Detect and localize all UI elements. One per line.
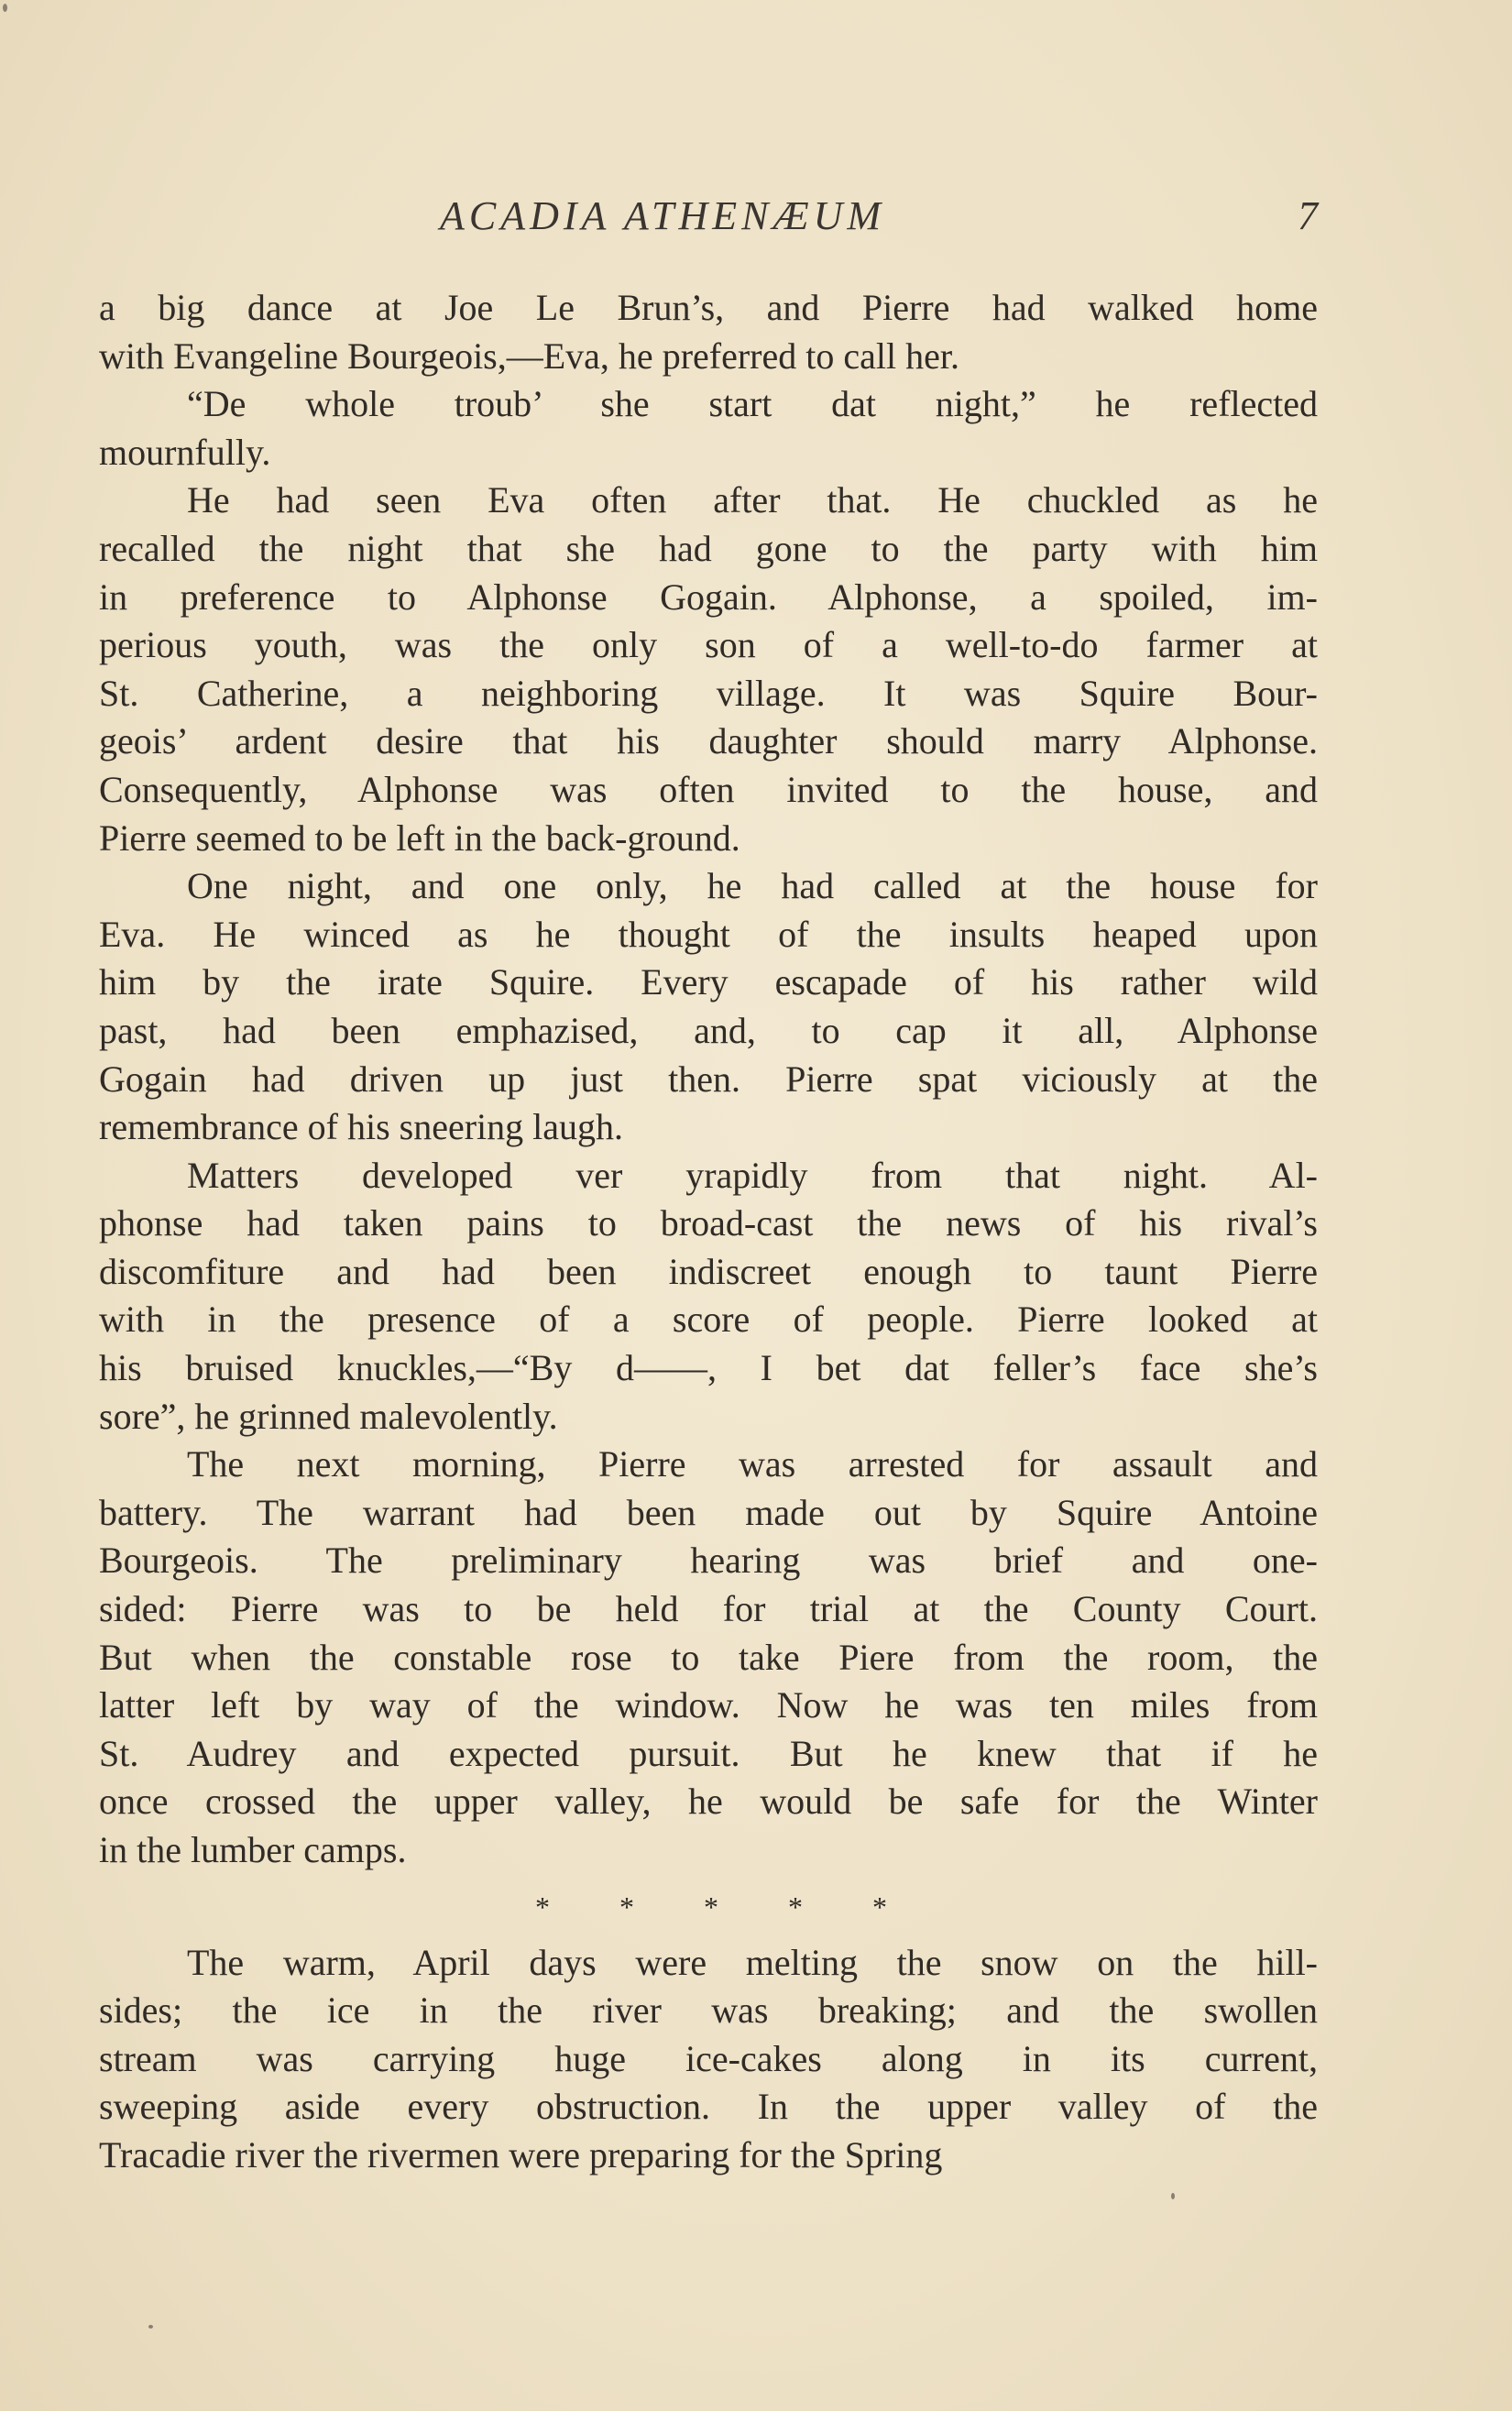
text-line: Tracadie river the rivermen were preparing for the Spring — [99, 2133, 943, 2175]
text-line: mournfully. — [99, 431, 271, 473]
paper-speck — [1171, 2193, 1175, 2199]
paragraph — [99, 1152, 1318, 1441]
text-line: Matters developed ver yrapidly from that night. Al- — [187, 1154, 1318, 1196]
text-line: sides; the ice in the river was breaking; and the swollen — [99, 1989, 1318, 2032]
page-header — [99, 192, 1318, 247]
text-line: Consequently, Alphonse was often invited to the house, and — [99, 768, 1318, 810]
paragraph — [99, 1441, 1318, 1874]
text-line: Eva. He winced as he thought of the insults heaped upon — [99, 913, 1318, 955]
text-line: in the lumber camps. — [99, 1829, 407, 1870]
text-line: remembrance of his sneering laugh. — [99, 1106, 624, 1148]
paragraph — [99, 862, 1318, 1152]
text-line: with Evangeline Bourgeois,—Eva, he preferred to call her. — [99, 334, 959, 377]
text-line: in preference to Alphonse Gogain. Alphonse, a spoiled, im- — [99, 575, 1318, 618]
text-line: St. Catherine, a neighboring village. It was Squire Bour- — [99, 672, 1318, 714]
running-title: ACADIA ATHENÆUM — [440, 193, 886, 238]
paper-speck — [3, 4, 7, 12]
text-line: “De whole troub’ she start dat night,” he reflected — [187, 383, 1318, 425]
text-line: sweeping aside every obstruction. In the upper valley of the — [99, 2086, 1318, 2128]
body-text — [99, 284, 1318, 2180]
text-line: St. Audrey and expected pursuit. But he knew that if he — [99, 1732, 1318, 1774]
text-line: One night, and one only, he had called at the house for — [187, 865, 1318, 907]
text-line: sided: Pierre was to be held for trial at the County Court. — [99, 1588, 1318, 1630]
paragraph — [99, 477, 1318, 862]
text-line: stream was carrying huge ice-cakes along in its current, — [99, 2037, 1318, 2079]
text-line: The next morning, Pierre was arrested for assault and — [187, 1443, 1318, 1485]
text-line: discomfiture and had been indiscreet enough to taunt Pierre — [99, 1250, 1318, 1292]
text-line: He had seen Eva often after that. He chuckled as he — [187, 479, 1318, 521]
text-line: his bruised knuckles,—“By d——, I bet dat feller’s face she’s — [99, 1347, 1318, 1389]
text-line: sore”, he grinned malevolently. — [99, 1395, 558, 1437]
text-line: The warm, April days were melting the snow on the hill- — [187, 1941, 1318, 1983]
text-line: perious youth, was the only son of a well-to-do farmer at — [99, 624, 1318, 666]
text-line: a big dance at Joe Le Brun’s, and Pierre had walked home — [99, 287, 1318, 328]
text-line: Pierre seemed to be left in the back-ground. — [99, 816, 740, 859]
paper-speck — [148, 2325, 153, 2329]
page-number: 7 — [1298, 193, 1318, 238]
text-line: him by the irate Squire. Every escapade of his rather wild — [99, 961, 1318, 1003]
paragraph — [99, 284, 1318, 380]
text-line: once crossed the upper valley, he would be safe for the Winter — [99, 1781, 1318, 1823]
section-separator: * * * * * — [535, 1890, 918, 1923]
text-line: Gogain had driven up just then. Pierre spat viciously at the — [99, 1058, 1318, 1100]
text-line: geois’ ardent desire that his daughter should marry Alphonse. — [99, 720, 1318, 762]
text-line: But when the constable rose to take Piere from the room, the — [99, 1636, 1318, 1678]
paragraph — [99, 380, 1318, 477]
paragraph — [99, 1939, 1318, 2180]
text-line: battery. The warrant had been made out by Squire Antoine — [99, 1491, 1318, 1533]
text-line: with in the presence of a score of people. Pierre looked at — [99, 1299, 1318, 1341]
text-line: past, had been emphazised, and, to cap it all, Alphonse — [99, 1009, 1318, 1051]
text-line: phonse had taken pains to broad-cast the news of his rival’s — [99, 1202, 1318, 1244]
text-line: recalled the night that she had gone to the party with him — [99, 527, 1318, 569]
text-line: Bourgeois. The preliminary hearing was brief and one- — [99, 1540, 1318, 1582]
text-line: latter left by way of the window. Now he was ten miles from — [99, 1684, 1318, 1726]
